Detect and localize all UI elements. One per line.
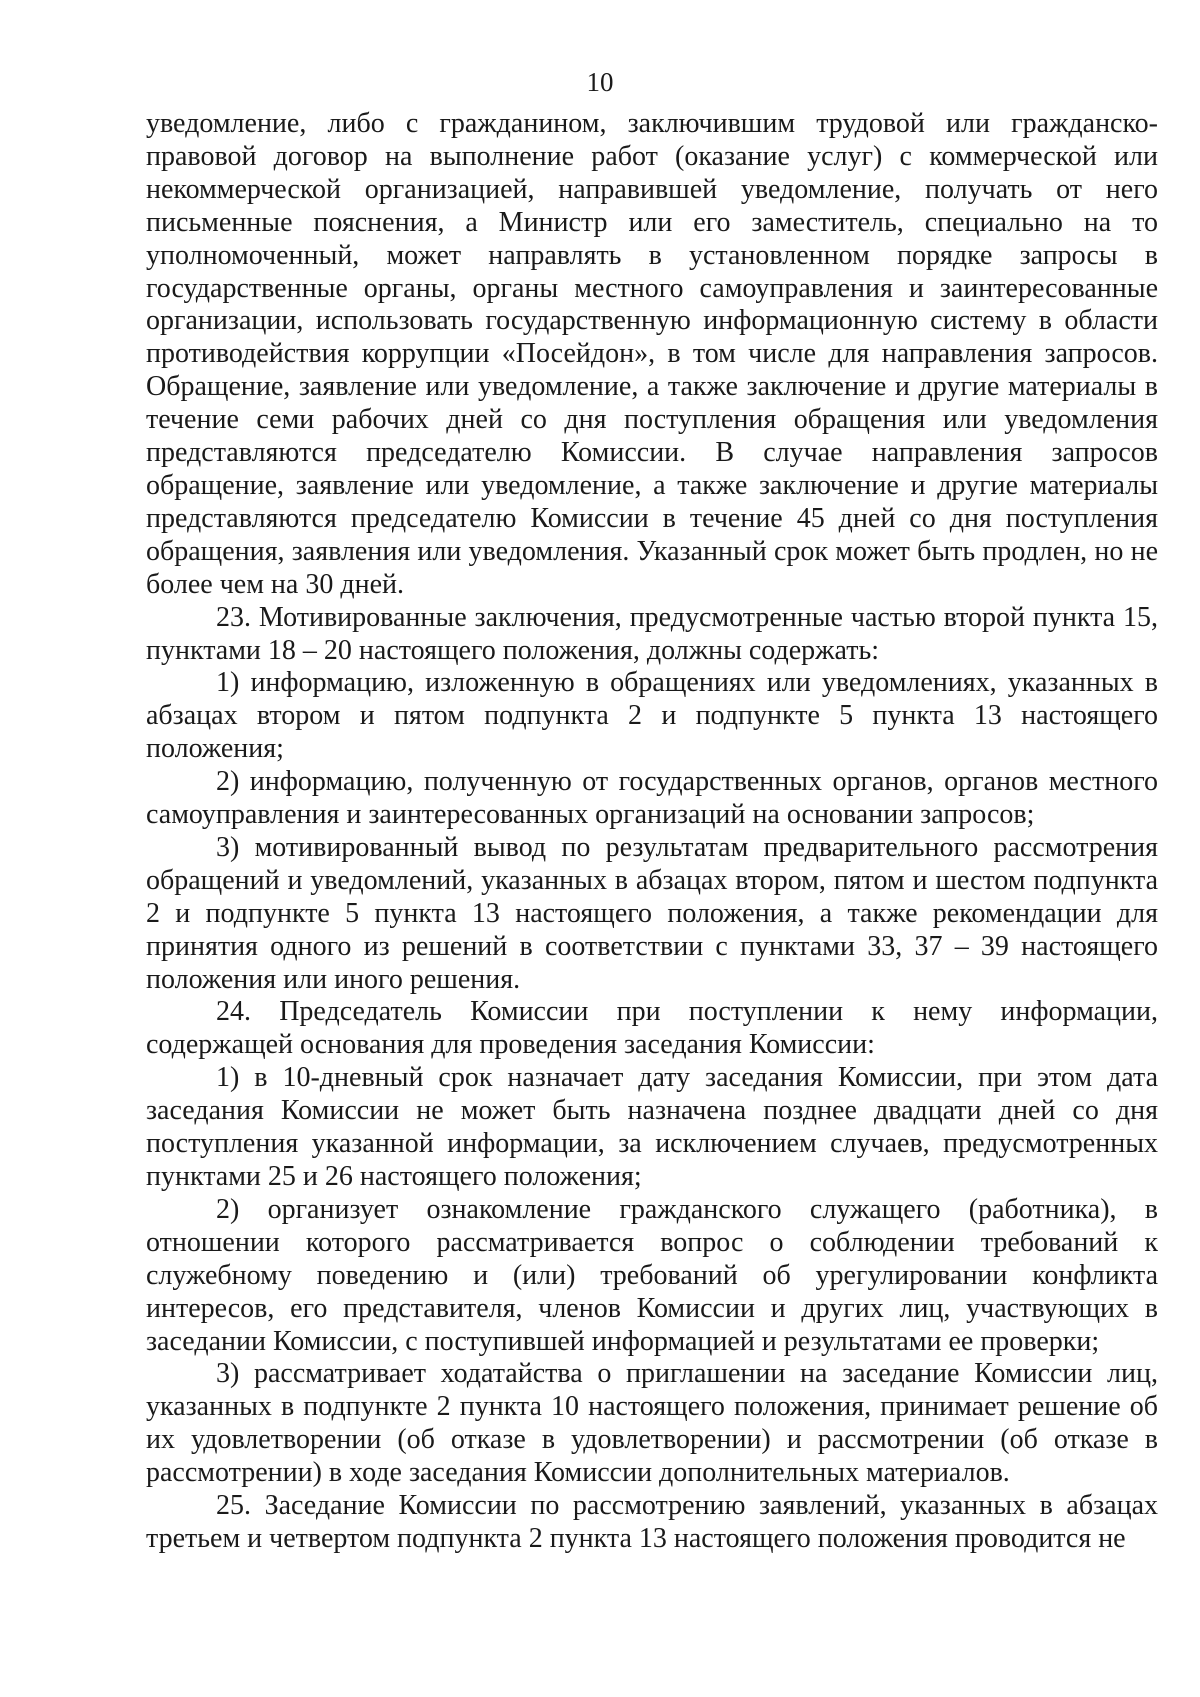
paragraph-item-24-2: 2) организует ознакомление гражданского служащего (работника), в отношении которого рассматривается вопрос о соблюдении требований к служебному поведению и (или) требований об урегулировании конфликта интересов, его представителя, членов Комиссии и других лиц, участвующих в заседании Комиссии, с поступившей информацией и результатами ее проверки; [146, 1193, 1158, 1357]
paragraph-item-23-1: 1) информацию, изложенную в обращениях или уведомлениях, указанных в абзацах втором и пятом подпункта 2 и подпункте 5 пункта 13 настоящего положения; [146, 667, 1158, 765]
page-number: 10 [586, 67, 614, 97]
paragraph-item-23: 23. Мотивированные заключения, предусмотренные частью второй пункта 15, пунктами 18 – 20 настоящего положения, должны содержать: [146, 601, 1158, 666]
paragraph-item-25: 25. Заседание Комиссии по рассмотрению заявлений, указанных в абзацах третьем и четвертом подпункта 2 пункта 13 настоящего положения проводится не [146, 1490, 1158, 1554]
paragraph-item-23-2: 2) информацию, полученную от государственных органов, органов местного самоуправления и заинтересованных организаций на основании запросов; [146, 766, 1158, 831]
paragraph-item-23-3: 3) мотивированный вывод по результатам предварительного рассмотрения обращений и уведомлений, указанных в абзацах втором, пятом и шестом подпункта 2 и подпункте 5 пункта 13 настоящего положения, а также рекомендации для принятия одного из решений в соответствии с пунктами 33, 37 – 39 настоящего положения или иного решения. [146, 831, 1158, 995]
paragraph-continuation: уведомление, либо с гражданином, заключившим трудовой или гражданско-правовой договор на выполнение работ (оказание услуг) с коммерческой или некоммерческой организацией, направившей уведомление, получать от него письменные пояснения, а Министр или его заместитель, специально на то уполномоченный, может направлять в установленном порядке запросы в государственные органы, органы местного самоуправления и заинтересованные организации, использовать государственную информационную систему в области противодействия коррупции «Посейдон», в том числе для направления запросов. Обращение, заявление или уведомление, а также заключение и другие материалы в течение семи рабочих дней со дня поступления обращения или уведомления представляются председателю Комиссии. В случае направления запросов обращение, заявление или уведомление, а также заключение и другие материалы представляются председателю Комиссии в течение 45 дней со дня поступления обращения, заявления или уведомления. Указанный срок может быть продлен, но не более чем на 30 дней. [146, 108, 1158, 600]
paragraph-item-24-1: 1) в 10-дневный срок назначает дату заседания Комиссии, при этом дата заседания Комиссии не может быть назначена позднее двадцати дней со дня поступления указанной информации, за исключением случаев, предусмотренных пунктами 25 и 26 настоящего положения; [146, 1062, 1158, 1192]
paragraph-item-24: 24. Председатель Комиссии при поступлении к нему информации, содержащей основания для проведения заседания Комиссии: [146, 996, 1158, 1061]
paragraph-item-24-3: 3) рассматривает ходатайства о приглашении на заседание Комиссии лиц, указанных в подпункте 2 пункта 10 настоящего положения, принимает решение об их удовлетворении (об отказе в удовлетворении) и рассмотрении (об отказе в рассмотрении) в ходе заседания Комиссии дополнительных материалов. [146, 1358, 1158, 1489]
document-body [146, 108, 1158, 1556]
